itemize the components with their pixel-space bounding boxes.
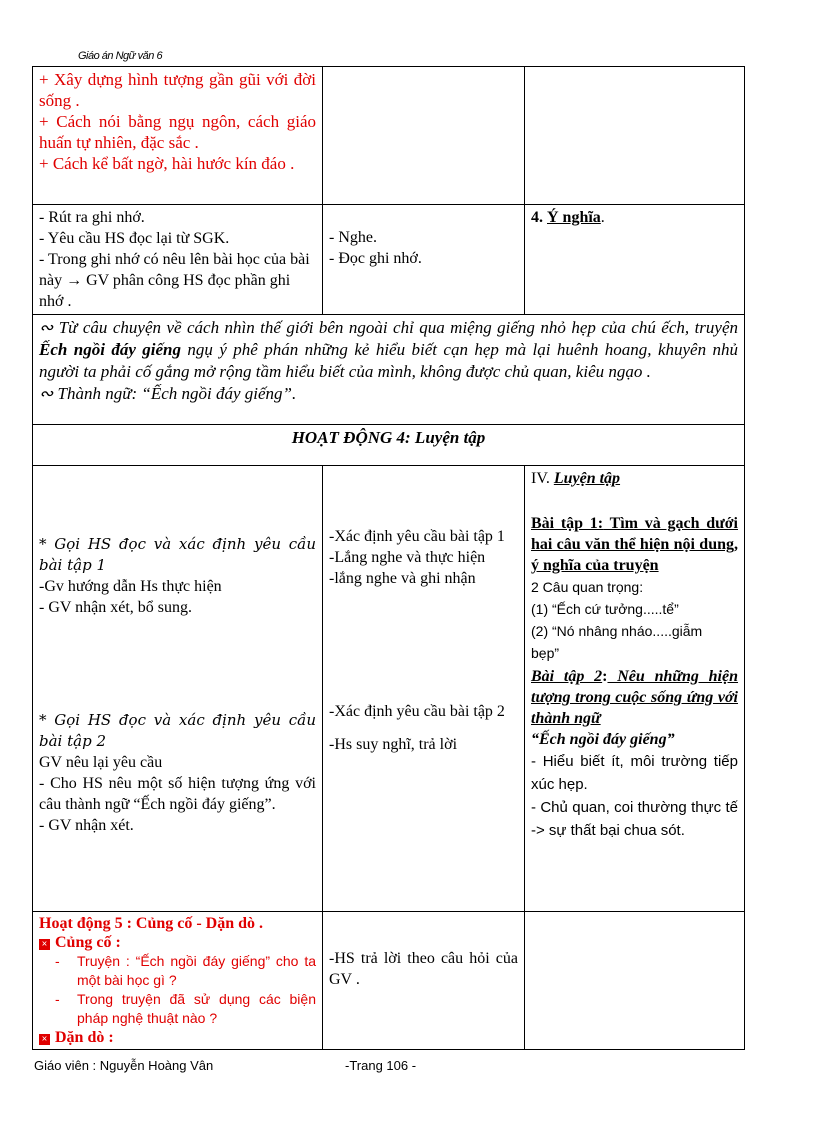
- list-item: GV nêu lại yêu cầu: [39, 754, 163, 771]
- table-row: [33, 425, 745, 466]
- list-item: - Yêu cầu HS đọc lại từ SGK.: [39, 230, 230, 247]
- student-practice-cell: [323, 466, 525, 912]
- list-item: - Chủ quan, coi thường thực tế -> sự thất bại chua sót.: [531, 799, 738, 839]
- table-row: [33, 466, 745, 912]
- list-item: (2) “Nó nhâng nháo.....giẫm bẹp”: [531, 623, 703, 661]
- exercise1-title: [531, 513, 738, 576]
- consolidate-heading: [39, 933, 316, 952]
- list-item: - Trong ghi nhớ có nêu lên bài học của bài này → GV phân công HS đọc phần ghi nhớ .: [39, 251, 310, 310]
- exercise2-idiom: “Ếch ngồi đáy giếng”: [531, 731, 675, 748]
- section-title: Ý nghĩa: [547, 209, 601, 226]
- empty-cell: [525, 67, 745, 205]
- list-item: -Lắng nghe và thực hiện: [329, 549, 486, 566]
- section-dot: .: [600, 209, 605, 226]
- exercise1-label: Bài tập 1:: [531, 515, 604, 532]
- exercise2-instruction: * Gọi HS đọc và xác định yêu cầu bài tập 2: [39, 711, 316, 750]
- exercise2-title: [531, 666, 738, 729]
- list-item: 2 Câu quan trọng:: [531, 579, 644, 595]
- table-row: [33, 315, 745, 425]
- exercise2-label: Bài tập 2: [531, 668, 603, 685]
- homework-heading: [39, 1028, 316, 1047]
- list-item: -Hs suy nghĩ, trả lời: [329, 736, 458, 753]
- exercise1-text: Tìm và gạch dưới hai câu văn thể hiện nội dung, ý nghĩa của truyện: [531, 515, 738, 574]
- story-title: Ếch ngồi đáy giếng: [39, 340, 182, 359]
- student-answer-cell: [323, 912, 525, 1050]
- arrow-icon: ∾: [39, 318, 54, 337]
- exercise1-instruction: * Gọi HS đọc và xác định yêu cầu bài tập 1: [39, 535, 316, 574]
- activity5-title: Hoạt động 5 : Củng cố - Dặn dò .: [39, 915, 264, 932]
- table-row: [33, 205, 745, 315]
- footer-page-number: -Trang 106 -: [345, 1058, 417, 1073]
- list-item: -lắng nghe và ghi nhận: [329, 570, 476, 587]
- lesson-table: [32, 66, 745, 1050]
- list-item: -HS trả lời theo câu hỏi của GV .: [329, 950, 518, 988]
- summary-text-a: Từ câu chuyện về cách nhìn thế giới bên ngoài chỉ qua miệng giếng nhỏ hẹp của chú ếch, truyện: [58, 318, 739, 337]
- list-item: - GV nhận xét, bổ sung.: [39, 599, 193, 616]
- practice-content-cell: [525, 466, 745, 912]
- summary-note-cell: [33, 315, 745, 425]
- arrow-icon: ∾: [39, 384, 54, 403]
- empty-cell: [323, 67, 525, 205]
- list-item: - Đọc ghi nhớ.: [329, 250, 422, 267]
- teacher-practice-cell: [33, 466, 323, 912]
- list-item: - Truyện : “Ếch ngồi đáy giếng” cho ta một bài học gì ?: [77, 952, 316, 990]
- checkbox-x-icon: ×: [39, 939, 50, 950]
- idiom-paragraph: [39, 383, 738, 405]
- exercise2-colon: :: [602, 668, 608, 685]
- student-activity-cell: [323, 205, 525, 315]
- page-header: Giáo án Ngữ văn 6: [78, 50, 163, 62]
- content-cell: [525, 205, 745, 315]
- practice-heading: [531, 468, 738, 489]
- activity4-title: HOẠT ĐỘNG 4: Luyện tập: [33, 425, 745, 466]
- feature-line: + Xây dựng hình tượng gần gũi với đời sống .: [39, 70, 316, 110]
- list-item: -Gv hướng dẫn Hs thực hiện: [39, 578, 222, 595]
- feature-line: + Cách nói bằng ngụ ngôn, cách giáo huấn tự nhiên, đặc sắc .: [39, 112, 316, 152]
- list-item: - Cho HS nêu một số hiện tượng ứng với câu thành ngữ “Ếch ngồi đáy giếng”.: [39, 775, 316, 813]
- practice-heading-num: IV.: [531, 470, 550, 487]
- summary-paragraph: [39, 317, 738, 383]
- checkbox-x-icon: ×: [39, 1034, 50, 1045]
- summary-text-b: ngụ ý phê phán những kẻ hiểu biết cạn hẹp mà lại huênh hoang, khuyên nhủ người ta phải cố gắng mở rộng tầm hiểu biết của mình, không được chủ quan, kiêu ngạo .: [39, 340, 738, 381]
- list-item: - Trong truyện đã sử dụng các biện pháp nghệ thuật nào ?: [77, 990, 316, 1028]
- consolidation-cell: [33, 912, 323, 1050]
- practice-heading-title: Luyện tập: [553, 470, 621, 487]
- exercise2-text: Nêu những hiện tượng trong cuộc sống ứng với thành ngữ: [531, 668, 739, 727]
- list-item: - Nghe.: [329, 229, 377, 246]
- art-features-cell: [33, 67, 323, 205]
- list-item: - Rút ra ghi nhớ.: [39, 209, 145, 226]
- consolidate-label: Củng cố :: [55, 934, 121, 951]
- list-item: -Xác định yêu cầu bài tập 2: [329, 703, 505, 720]
- teacher-activity-cell: [33, 205, 323, 315]
- table-row: [33, 67, 745, 205]
- feature-line: + Cách kể bất ngờ, hài hước kín đáo .: [39, 154, 295, 173]
- footer-teacher: Giáo viên : Nguyễn Hoàng Vân: [34, 1058, 214, 1073]
- list-item: (1) “Ếch cứ tưởng.....tể”: [531, 601, 679, 617]
- homework-label: Dặn dò :: [55, 1029, 114, 1046]
- table-row: [33, 912, 745, 1050]
- list-item: - GV nhận xét.: [39, 817, 134, 834]
- section-number: 4.: [531, 209, 543, 226]
- empty-cell: [525, 912, 745, 1050]
- list-item: -Xác định yêu cầu bài tập 1: [329, 528, 505, 545]
- list-item: - Hiểu biết ít, môi trường tiếp xúc hẹp.: [531, 753, 738, 793]
- question-list: [39, 952, 316, 1028]
- idiom-text: Thành ngữ: “Ếch ngồi đáy giếng”.: [57, 384, 297, 403]
